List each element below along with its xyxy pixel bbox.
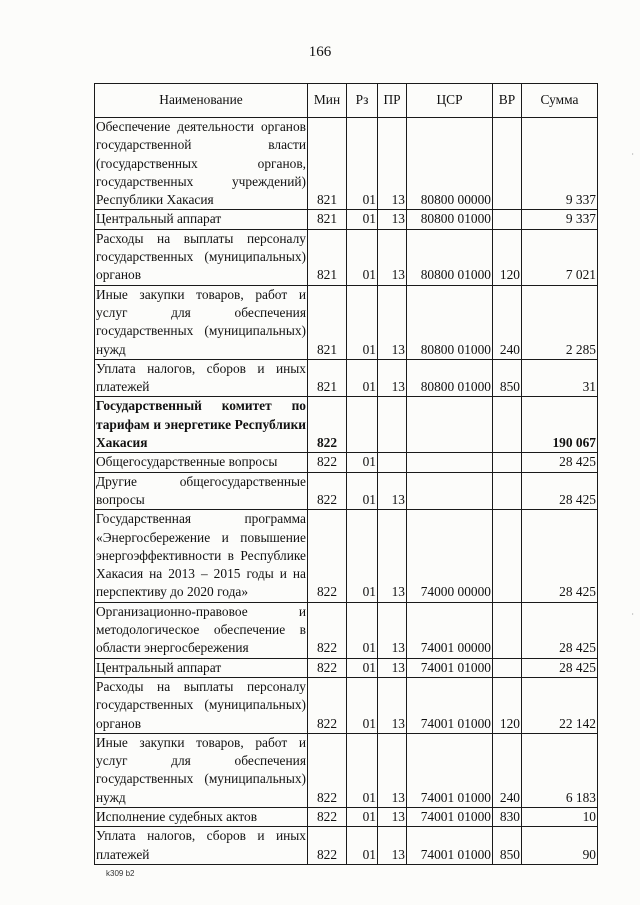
cell-name: Иные закупки товаров, работ и услуг для обеспечения государственных (муниципальных) нужд	[95, 733, 308, 807]
cell-csr: 74001 01000	[407, 677, 493, 733]
cell-rz: 01	[347, 453, 378, 472]
cell-sum: 22 142	[522, 677, 598, 733]
cell-rz: 01	[347, 827, 378, 865]
cell-name: Обеспечение деятельности органов государственной власти (государственных органов, государственных учреждений) Республики Хакасия	[95, 118, 308, 210]
cell-name: Уплата налогов, сборов и иных платежей	[95, 359, 308, 397]
cell-name: Государственный комитет по тарифам и энергетике Республики Хакасия	[95, 397, 308, 453]
cell-pr: 13	[378, 827, 407, 865]
cell-name: Государственная программа «Энергосбережение и повышение энергоэффективности в Республике Хакасия на 2013 – 2015 годы и на перспективу до 2020 года»	[95, 510, 308, 602]
cell-vr	[493, 658, 522, 677]
cell-sum: 2 285	[522, 285, 598, 359]
cell-rz: 01	[347, 733, 378, 807]
table-row	[95, 359, 598, 397]
cell-name: Центральный аппарат	[95, 658, 308, 677]
cell-pr: 13	[378, 285, 407, 359]
header-sum: Сумма	[522, 84, 598, 118]
table-row	[95, 510, 598, 602]
cell-min: 822	[308, 472, 347, 510]
cell-sum: 90	[522, 827, 598, 865]
cell-vr: 240	[493, 285, 522, 359]
margin-mark: ·	[631, 610, 634, 619]
cell-csr: 80800 01000	[407, 210, 493, 229]
cell-sum: 28 425	[522, 472, 598, 510]
cell-sum: 28 425	[522, 453, 598, 472]
cell-pr	[378, 453, 407, 472]
cell-rz	[347, 397, 378, 453]
cell-csr: 74001 01000	[407, 807, 493, 826]
cell-pr: 13	[378, 472, 407, 510]
cell-csr: 74001 01000	[407, 827, 493, 865]
cell-csr: 74001 01000	[407, 658, 493, 677]
table-body	[95, 118, 598, 865]
cell-csr: 74000 00000	[407, 510, 493, 602]
cell-csr: 80800 01000	[407, 285, 493, 359]
cell-csr: 74001 00000	[407, 602, 493, 658]
cell-sum: 190 067	[522, 397, 598, 453]
cell-rz: 01	[347, 807, 378, 826]
cell-rz: 01	[347, 658, 378, 677]
cell-rz: 01	[347, 118, 378, 210]
cell-pr: 13	[378, 807, 407, 826]
cell-vr: 850	[493, 827, 522, 865]
cell-csr	[407, 472, 493, 510]
cell-sum: 9 337	[522, 118, 598, 210]
cell-vr	[493, 397, 522, 453]
cell-vr	[493, 472, 522, 510]
cell-name: Иные закупки товаров, работ и услуг для обеспечения государственных (муниципальных) нужд	[95, 285, 308, 359]
cell-min: 822	[308, 733, 347, 807]
cell-name: Исполнение судебных актов	[95, 807, 308, 826]
cell-min: 822	[308, 677, 347, 733]
table-row	[95, 453, 598, 472]
cell-pr: 13	[378, 510, 407, 602]
header-rz: Рз	[347, 84, 378, 118]
cell-pr	[378, 397, 407, 453]
cell-vr: 240	[493, 733, 522, 807]
header-pr: ПР	[378, 84, 407, 118]
cell-name: Центральный аппарат	[95, 210, 308, 229]
cell-pr: 13	[378, 677, 407, 733]
cell-rz: 01	[347, 285, 378, 359]
cell-csr: 80800 01000	[407, 359, 493, 397]
cell-sum: 28 425	[522, 510, 598, 602]
cell-min: 821	[308, 229, 347, 285]
table-row	[95, 472, 598, 510]
cell-name: Другие общегосударственные вопросы	[95, 472, 308, 510]
cell-min: 822	[308, 807, 347, 826]
cell-vr	[493, 453, 522, 472]
cell-pr: 13	[378, 229, 407, 285]
cell-vr: 120	[493, 229, 522, 285]
cell-min: 821	[308, 118, 347, 210]
cell-rz: 01	[347, 472, 378, 510]
cell-vr	[493, 602, 522, 658]
cell-min: 822	[308, 658, 347, 677]
cell-name: Организационно-правовое и методологическое обеспечение в области энергосбережения	[95, 602, 308, 658]
cell-sum: 10	[522, 807, 598, 826]
cell-sum: 9 337	[522, 210, 598, 229]
header-csr: ЦСР	[407, 84, 493, 118]
margin-mark: ·	[631, 150, 634, 159]
cell-csr: 80800 01000	[407, 229, 493, 285]
cell-rz: 01	[347, 677, 378, 733]
cell-csr	[407, 453, 493, 472]
cell-pr: 13	[378, 733, 407, 807]
cell-min: 821	[308, 285, 347, 359]
table-row	[95, 285, 598, 359]
table-row	[95, 658, 598, 677]
cell-pr: 13	[378, 658, 407, 677]
cell-vr: 850	[493, 359, 522, 397]
cell-sum: 31	[522, 359, 598, 397]
cell-sum: 28 425	[522, 658, 598, 677]
cell-min: 821	[308, 359, 347, 397]
header-vr: ВР	[493, 84, 522, 118]
header-min: Мин	[308, 84, 347, 118]
table-row	[95, 229, 598, 285]
footer-code: k309 b2	[106, 869, 135, 878]
cell-vr	[493, 118, 522, 210]
table-row	[95, 602, 598, 658]
cell-csr	[407, 397, 493, 453]
cell-min: 821	[308, 210, 347, 229]
cell-rz: 01	[347, 210, 378, 229]
cell-name: Уплата налогов, сборов и иных платежей	[95, 827, 308, 865]
table-header-row	[95, 84, 598, 118]
cell-name: Расходы на выплаты персоналу государственных (муниципальных) органов	[95, 229, 308, 285]
table-row	[95, 733, 598, 807]
cell-min: 822	[308, 602, 347, 658]
cell-rz: 01	[347, 359, 378, 397]
cell-rz: 01	[347, 510, 378, 602]
header-name: Наименование	[95, 84, 308, 118]
page-number: 166	[308, 44, 332, 60]
cell-csr: 74001 01000	[407, 733, 493, 807]
cell-pr: 13	[378, 118, 407, 210]
cell-vr	[493, 510, 522, 602]
cell-vr: 120	[493, 677, 522, 733]
table-row	[95, 397, 598, 453]
cell-sum: 6 183	[522, 733, 598, 807]
budget-table	[94, 83, 598, 865]
cell-min: 822	[308, 453, 347, 472]
table-row	[95, 677, 598, 733]
cell-vr	[493, 210, 522, 229]
cell-min: 822	[308, 510, 347, 602]
cell-pr: 13	[378, 602, 407, 658]
cell-csr: 80800 00000	[407, 118, 493, 210]
table-row	[95, 827, 598, 865]
cell-sum: 28 425	[522, 602, 598, 658]
cell-rz: 01	[347, 602, 378, 658]
cell-min: 822	[308, 397, 347, 453]
cell-min: 822	[308, 827, 347, 865]
table-row	[95, 807, 598, 826]
cell-vr: 830	[493, 807, 522, 826]
cell-pr: 13	[378, 359, 407, 397]
cell-name: Расходы на выплаты персоналу государственных (муниципальных) органов	[95, 677, 308, 733]
cell-pr: 13	[378, 210, 407, 229]
cell-name: Общегосударственные вопросы	[95, 453, 308, 472]
table-row	[95, 210, 598, 229]
cell-sum: 7 021	[522, 229, 598, 285]
cell-rz: 01	[347, 229, 378, 285]
table-row	[95, 118, 598, 210]
